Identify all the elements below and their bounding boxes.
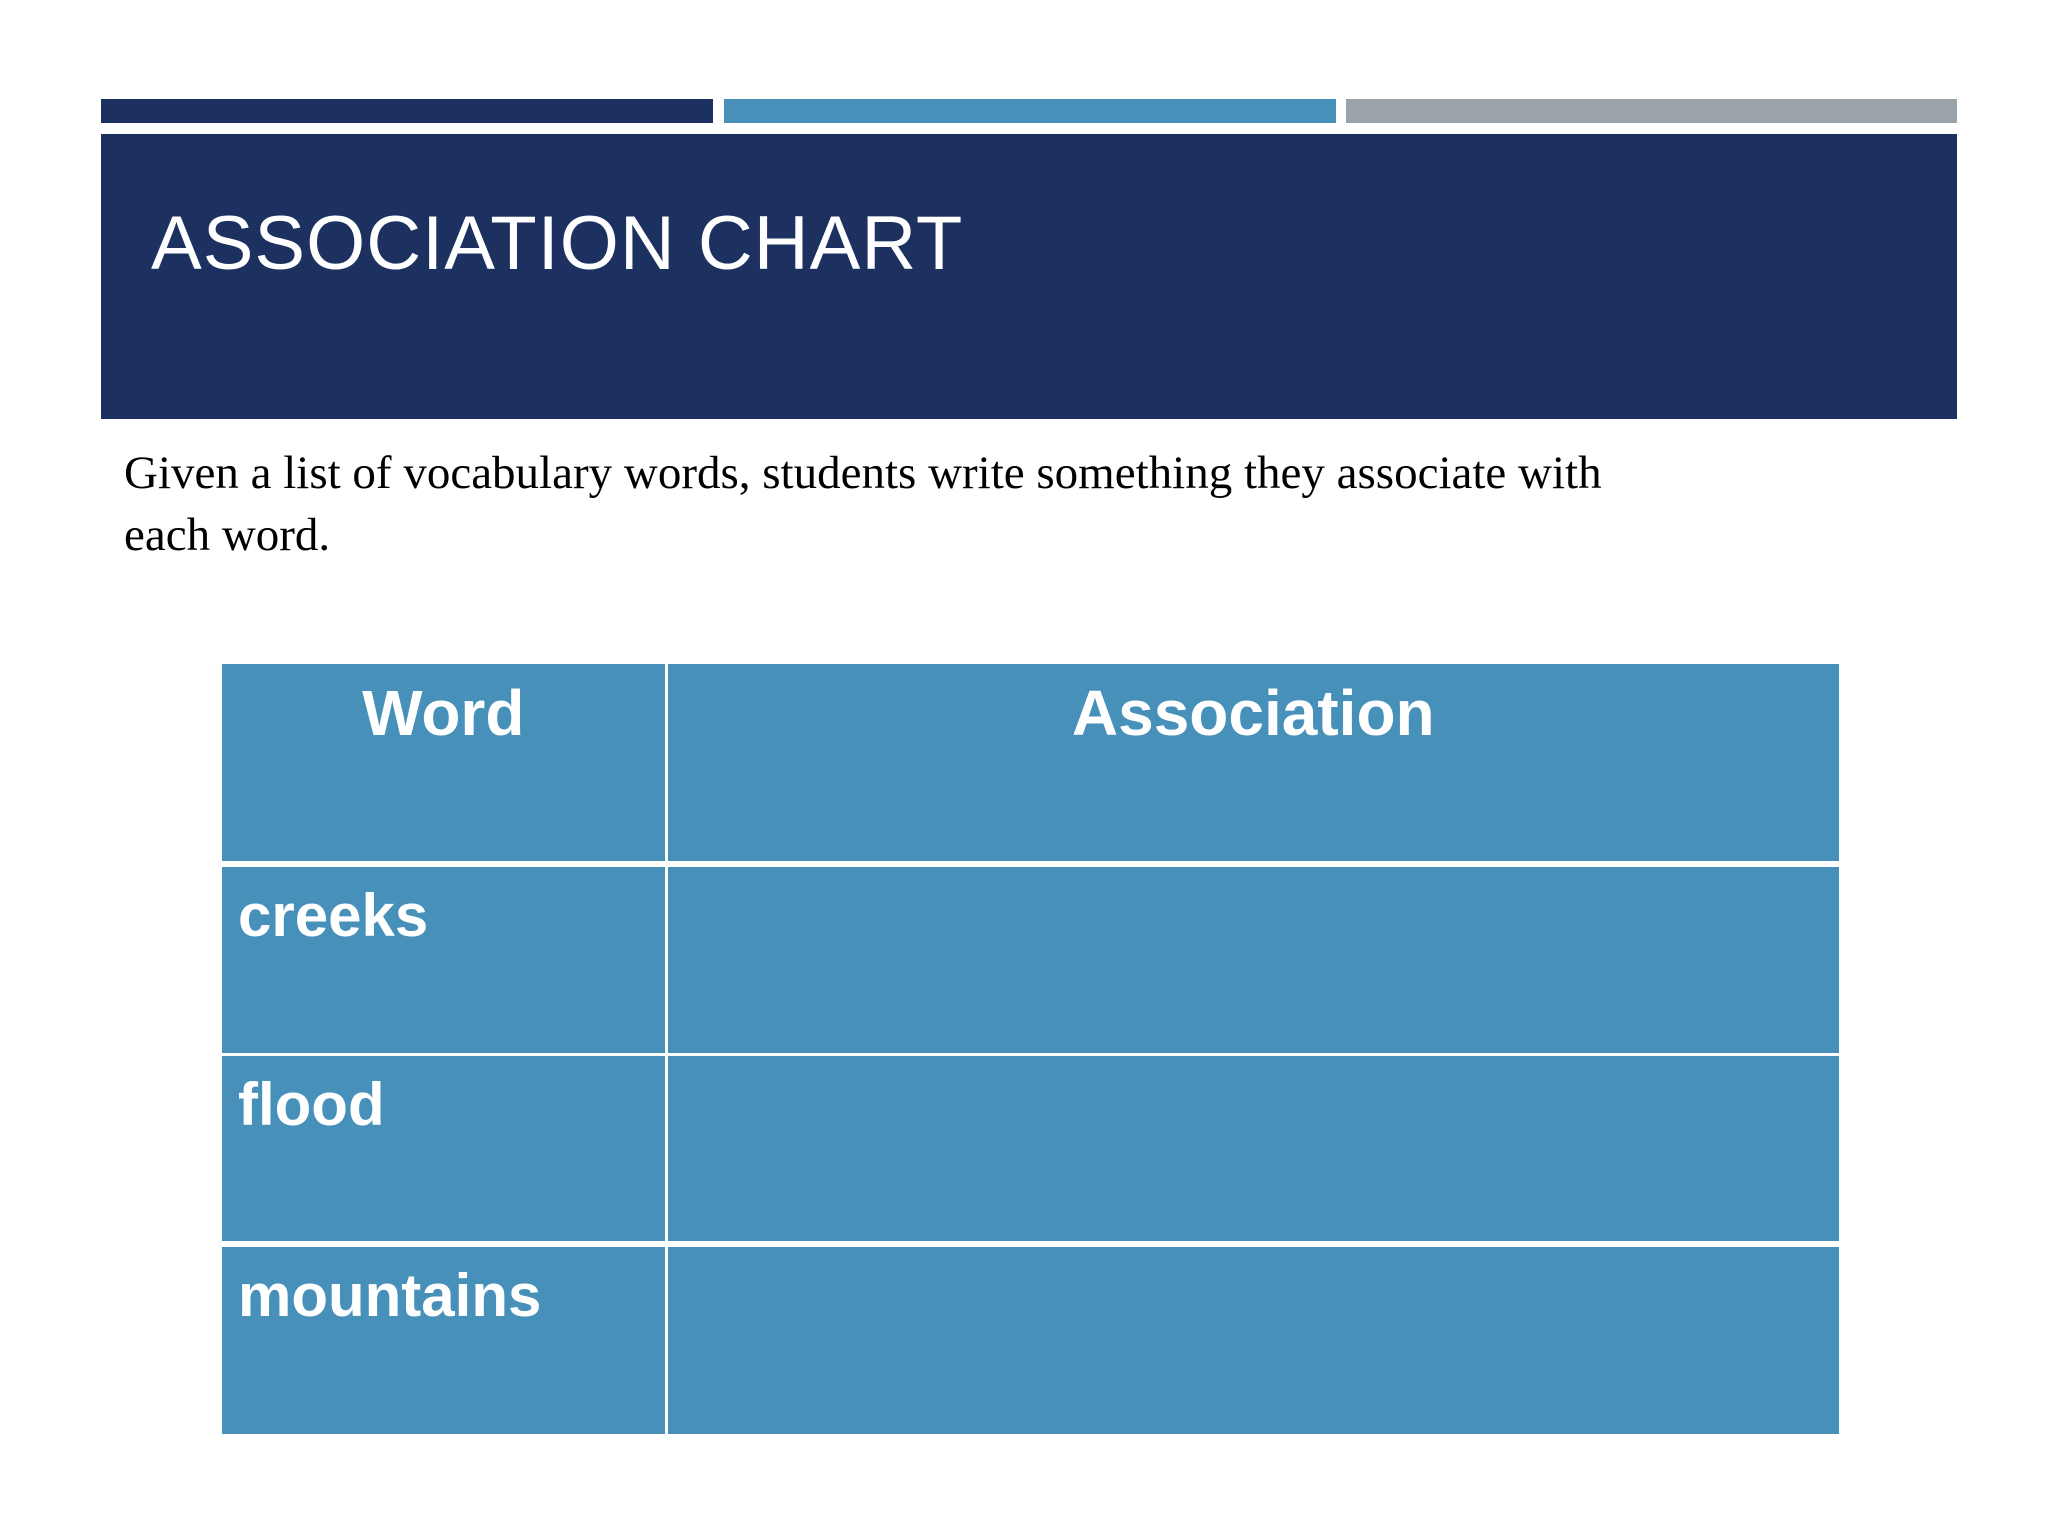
accent-bar-navy: [101, 99, 713, 123]
table-row: [222, 1054, 1839, 1244]
word-cell: creeks: [222, 864, 666, 1054]
table-row: [222, 1244, 1839, 1434]
accent-bar-gray: [1346, 99, 1957, 123]
accent-bar-blue: [724, 99, 1336, 123]
word-cell: mountains: [222, 1244, 666, 1434]
association-cell: [666, 1244, 1839, 1434]
association-cell: [666, 864, 1839, 1054]
association-table: [222, 664, 1839, 1434]
header-word: Word: [222, 664, 666, 864]
table-row: [222, 864, 1839, 1054]
association-cell: [666, 1054, 1839, 1244]
table-header-row: [222, 664, 1839, 864]
word-cell: flood: [222, 1054, 666, 1244]
slide-title: ASSOCIATION CHART: [151, 201, 964, 286]
intro-text: Given a list of vocabulary words, students write something they associate with each word.: [124, 447, 1602, 561]
title-band: [101, 134, 1957, 419]
header-association: Association: [666, 664, 1839, 864]
